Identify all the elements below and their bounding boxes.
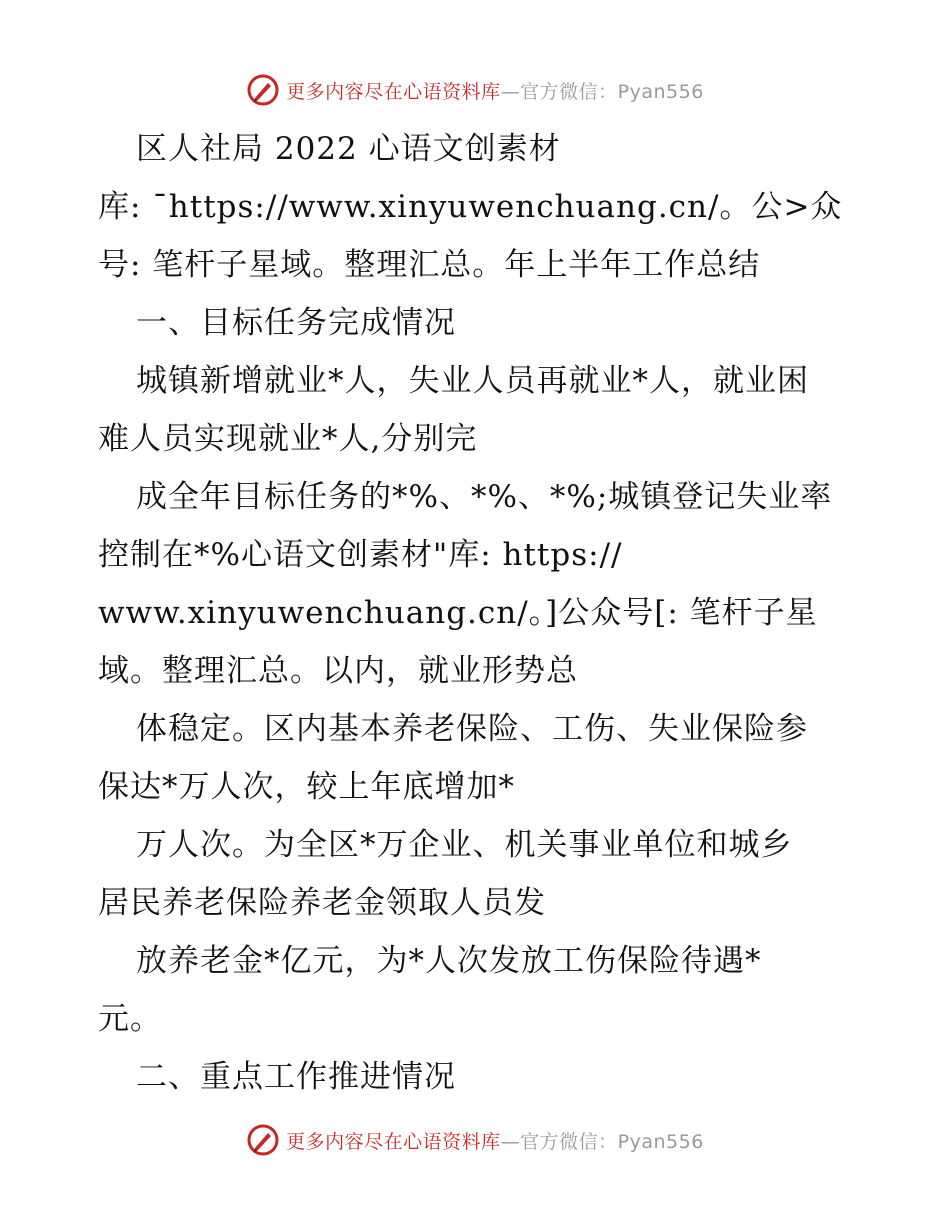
text-line: 元。	[98, 1001, 162, 1037]
text-line: 万人次。为全区*万企业、机关事业单位和城乡	[136, 827, 793, 863]
banner-wechat-text: 官方微信：Pyan556	[520, 80, 704, 103]
banner-main-text: 更多内容尽在心语资料库	[286, 1130, 501, 1153]
banner-main-text: 更多内容尽在心语资料库	[286, 80, 501, 103]
text-line: 域。整理汇总。以内，就业形势总	[98, 653, 578, 689]
section-heading: 一、目标任务完成情况	[136, 305, 456, 341]
text-line: 居民养老保险养老金领取人员发	[98, 885, 546, 921]
text-line: 保达*万人次，较上年底增加*	[98, 769, 515, 805]
banner-dash: —	[500, 80, 521, 103]
text-line: 难人员实现就业*人,分别完	[98, 421, 478, 457]
text-line: 控制在*%心语文创素材"库: https://	[98, 537, 623, 573]
pen-logo-icon	[246, 1123, 280, 1157]
text-line: 体稳定。区内基本养老保险、工伤、失业保险参	[136, 711, 808, 747]
section-heading: 二、重点工作推进情况	[136, 1059, 456, 1095]
footer-watermark-banner	[0, 1120, 950, 1160]
text-line: 成全年目标任务的*%、*%、*%;城镇登记失业率	[136, 479, 833, 515]
document-body	[98, 120, 858, 1106]
header-watermark-banner	[0, 70, 950, 110]
banner-text	[286, 1127, 704, 1154]
text-line: 库: ¯https://www.xinyuwenchuang.cn/。公>众	[98, 189, 843, 225]
text-line: 区人社局 2022 心语文创素材	[136, 131, 561, 167]
banner-wechat-text: 官方微信：Pyan556	[520, 1130, 704, 1153]
banner-dash: —	[500, 1130, 521, 1153]
text-line: 城镇新增就业*人，失业人员再就业*人，就业困	[136, 363, 809, 399]
text-line: 号: 笔杆子星域。整理汇总。年上半年工作总结	[98, 247, 761, 283]
text-line: 放养老金*亿元，为*人次发放工伤保险待遇*	[136, 943, 762, 979]
pen-logo-icon	[246, 73, 280, 107]
text-line: www.xinyuwenchuang.cn/。]公众号[: 笔杆子星	[98, 595, 818, 631]
banner-text	[286, 77, 704, 104]
